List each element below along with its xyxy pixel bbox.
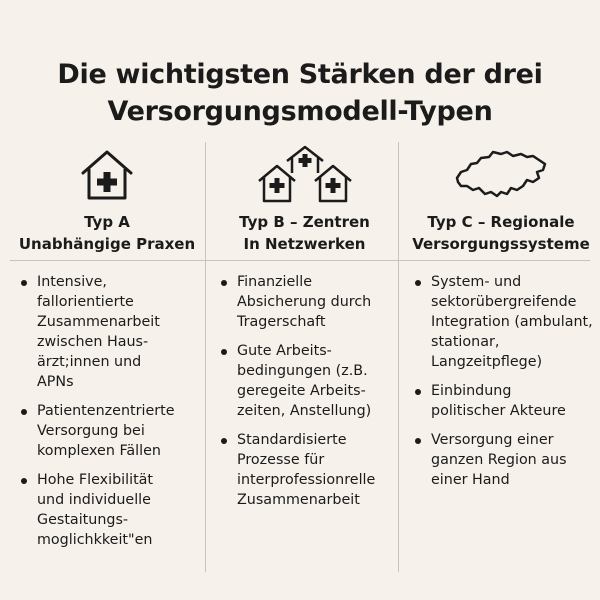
- house-network-icon: [212, 145, 397, 203]
- list-item: Patientenzentrierte Versorgung bei komplexen Fällen: [20, 401, 202, 461]
- list-item: Hohe Flexibilität und individuelle Gestaitungs- moglichkkeit"en: [20, 470, 202, 550]
- column-typ-c: [406, 145, 596, 488]
- column-divider-2: [398, 142, 399, 572]
- page-title: Die wichtigsten Stärken der drei Versorgungsmodell-Typen: [57, 59, 543, 127]
- strengths-list: [220, 272, 397, 519]
- column-typ-a: [12, 145, 202, 548]
- column-heading: Typ C – Regionale Versorgungssysteme: [412, 213, 590, 253]
- strengths-list: [20, 272, 202, 559]
- list-item: Standardisierte Prozesse für interprofessionrelle Zusammenarbeit: [220, 430, 397, 510]
- column-heading: Typ B – Zentren In Netzwerken: [239, 213, 370, 253]
- house-cross-icon: [12, 145, 202, 203]
- list-item: Gute Arbeits- bedingungen (z.B. geregeite Arbeits- zeiten, Anstellung): [220, 341, 397, 421]
- list-item: Versorgung einer ganzen Region aus einer Hand: [414, 430, 596, 490]
- column-divider-1: [205, 142, 206, 572]
- list-item: System- und sektorübergreifende Integration (ambulant, stationar, Langzeitpflege): [414, 272, 596, 372]
- strengths-list: [414, 272, 596, 499]
- list-item: Einbindung politischer Akteure: [414, 381, 596, 421]
- switzerland-map-icon: [406, 145, 596, 203]
- list-item: Intensive, fallorientierte Zusammenarbeit zwischen Haus- ärzt;innen und APNs: [20, 272, 202, 392]
- column-typ-b: [212, 145, 397, 508]
- column-heading: Typ A Unabhängige Praxen: [18, 213, 196, 253]
- list-item: Finanzielle Absicherung durch Tragerschaft: [220, 272, 397, 332]
